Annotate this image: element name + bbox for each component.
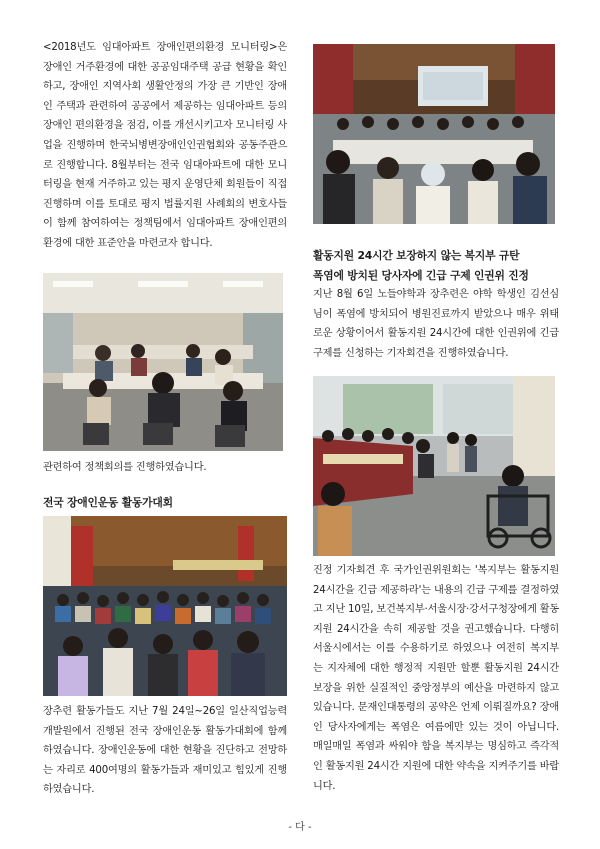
right-paragraph1: 지난 8월 6일 노들야학과 장추련은 야학 학생인 김선심 님이 폭염에 방치되어 병원진료까지 받았으나 매우 위태로운 상황이어서 활동지원 24시간에 대한 인권위에 긴급구제를 신청하는 기자회견을 진행하였습니다.: [313, 289, 559, 359]
section2-paragraph: 장추련 활동가들도 지난 7월 24일~26일 일산직업능력개발원에서 진행된 전국 장애인운동 활동가대회에 함께하였습니다. 장애인운동에 대한 현황을 진단하고 전망하는 자리로 400여명의 활동가들과 재미있고 힘있게 진행하였습니다.: [43, 706, 287, 796]
press-conference-photo: [313, 376, 555, 556]
right-heading-line1: 활동지원 24시간 보장하지 않는 복지부 규탄: [313, 249, 520, 262]
convention-photo: [43, 516, 287, 696]
right-heading-line2: 폭염에 방치된 당사자에 긴급 구제 인권위 진정: [313, 268, 529, 282]
right-paragraph1-block: [313, 285, 559, 363]
intro-paragraph: <2018년도 임대아파트 장애인편의환경 모니터링>은 장애인 거주환경에 대한 공공임대주택 공급 현황을 확인하고, 장애인 지역사회 생활안정의 가장 큰 기반인 장애인 주택과 관련하여 공공에서 제공하는 임대아파트 등의 장애인 편의환경을 점검, 이를 개선시키고자 모니터링 사업을 진행하며 한국뇌병변장애인인권협회와 공동주관으로 진행합니다. 8월부터는 전국 임대아파트에 대한 모니터링을 현재 거주하고 있는 평지 운영단체 회원들이 직접 진행하며 이를 토대로 평지 법률지원 사례회의 변호사들이 함께 참여하여는 정책팀에서 임대아파트 장애인편의환경에 대한 표준안을 마련코자 합니다.: [43, 42, 287, 249]
meeting-caption-block: [43, 458, 287, 478]
press-event-photo: [313, 44, 555, 224]
meeting-caption: 관련하여 정책회의를 진행하였습니다.: [43, 462, 207, 473]
page-number: - 다 -: [288, 822, 312, 833]
left-column: [43, 38, 287, 254]
right-heading-block: [313, 246, 559, 285]
section2-heading-block: [43, 493, 287, 513]
meeting-photo: [43, 273, 283, 451]
right-paragraph2-block: [313, 561, 559, 796]
section2-heading: 전국 장애인운동 활동가대회: [43, 496, 173, 509]
right-paragraph2: 진정 기자회견 후 국가인권위원회는 '복지부는 활동지원 24시간을 긴급 제공하라'는 내용의 긴급 구제를 결정하였고 지난 10일, 보건복지부·서울시장·강서구청장에게 활동지원 24시간을 속히 제공할 것을 권고했습니다. 다행히 서울시에서는 이를 수용하기로 하였으나 여전히 복지부는 지자체에 대한 행정적 지원만 할뿐 활동지원 24시간 보장을 위한 실질적인 중앙정부의 예산을 마련하지 않고 있습니다. 문재인대통령의 공약은 언제 이뤄질까요? 장애인 당사자에게는 폭염은 여름에만 있는 것이 아닙니다. 매일매일 폭염과 싸워야 함을 복지부는 명심하고 즉각적인 활동지원 24시간 지원에 대한 약속을 지켜주기를 바랍니다.: [313, 565, 559, 792]
section2-text-block: [43, 702, 287, 800]
